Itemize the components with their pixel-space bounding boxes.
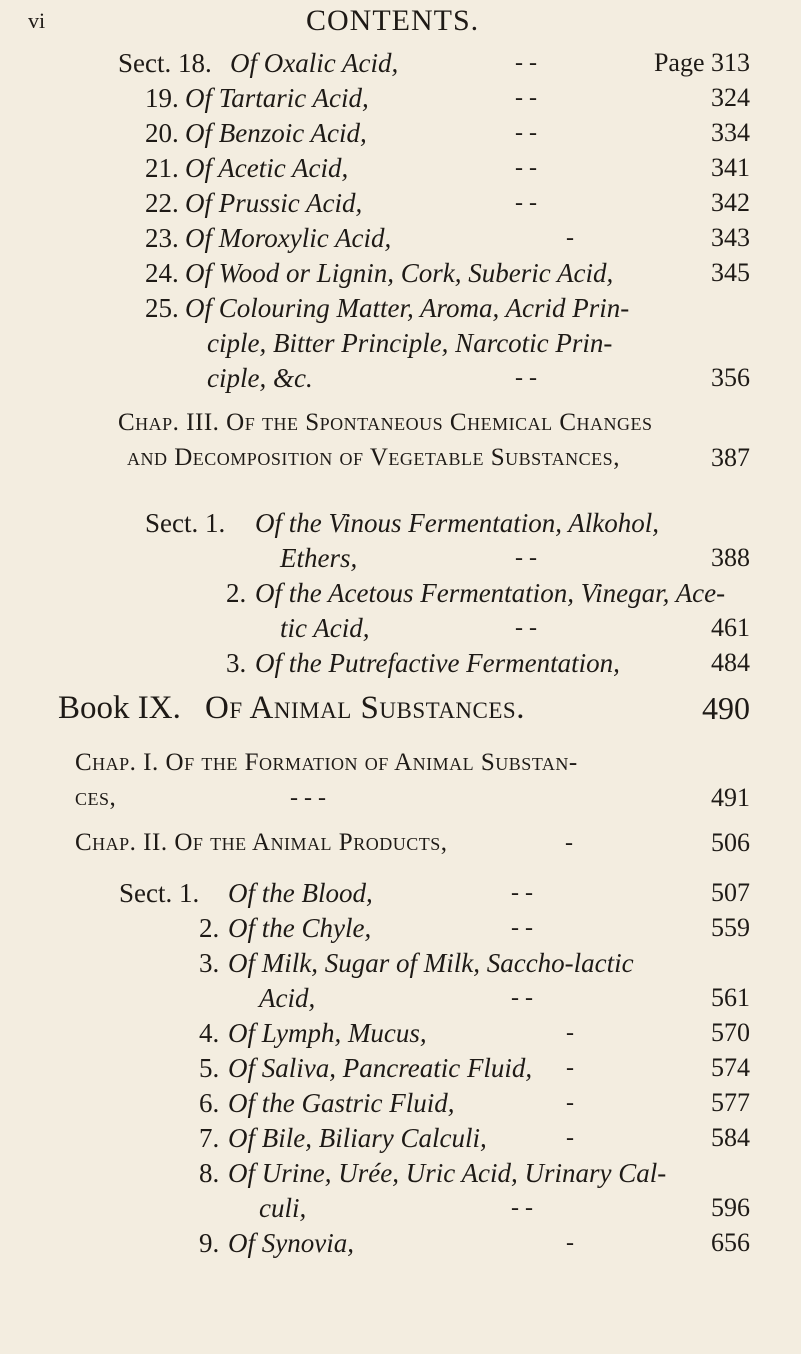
entry-title: Of the Blood, <box>228 878 373 908</box>
entry-dashes: - <box>565 830 573 856</box>
entry-page: 577 <box>711 1088 750 1117</box>
chapter-title: Chap. I. Of the Formation of Animal Substan- <box>75 749 578 776</box>
entry-title-cont: culi, <box>259 1193 307 1223</box>
entry-page: 507 <box>711 878 750 907</box>
entry-prefix: 3. <box>226 648 247 678</box>
entry-title: Of Colouring Matter, Aroma, Acrid Prin- <box>185 293 630 323</box>
entry-dashes: - - <box>515 120 537 146</box>
entry-page: 574 <box>711 1053 750 1082</box>
entry-title: Of Milk, Sugar of Milk, Saccho-lactic <box>228 948 634 978</box>
entry-title: Of Synovia, <box>228 1228 354 1258</box>
book-page: 490 <box>702 690 750 726</box>
entry-title: Of the Putrefactive Fermentation, <box>255 648 620 678</box>
entry-page: 356 <box>711 363 750 392</box>
entry-title: Of Bile, Biliary Calculi, <box>228 1123 487 1153</box>
entry-dashes: - - <box>511 915 533 941</box>
chapter-title-cont: and Decomposition of Vegetable Substances, <box>127 444 620 471</box>
entry-page: 334 <box>711 118 750 147</box>
entry-title-cont: tic Acid, <box>280 613 370 643</box>
entry-title: Of Prussic Acid, <box>185 188 363 218</box>
entry-title: Of the Chyle, <box>228 913 372 943</box>
chapter-page: 506 <box>711 828 750 857</box>
chapter-title-cont: ces, <box>75 784 117 811</box>
entry-dashes: - - - <box>290 785 326 811</box>
entry-prefix: 22. <box>145 188 179 218</box>
entry-page: 561 <box>711 983 750 1012</box>
entry-page: 324 <box>711 83 750 112</box>
entry-page: 596 <box>711 1193 750 1222</box>
entry-prefix: Sect. 18. <box>118 48 212 78</box>
entry-page: 341 <box>711 153 750 182</box>
entry-dashes: - - <box>515 545 537 571</box>
entry-prefix: Sect. 1. <box>145 508 226 538</box>
entry-prefix: 4. <box>199 1018 220 1048</box>
entry-prefix: 7. <box>199 1123 220 1153</box>
entry-title: Of Saliva, Pancreatic Fluid, <box>228 1053 533 1083</box>
entry-dashes: - - <box>511 985 533 1011</box>
entry-dashes: - <box>566 1090 574 1116</box>
entry-title-cont: Acid, <box>259 983 316 1013</box>
entry-prefix: 6. <box>199 1088 220 1118</box>
entry-prefix: 23. <box>145 223 179 253</box>
entry-page: 584 <box>711 1123 750 1152</box>
entry-dashes: - <box>566 1125 574 1151</box>
entry-page: Page 313 <box>653 48 750 77</box>
entry-title-cont: ciple, Bitter Principle, Narcotic Prin- <box>207 328 613 358</box>
book-title: Of Animal Substances. <box>205 690 525 726</box>
chapter-page: 491 <box>711 783 750 812</box>
entry-prefix: 20. <box>145 118 179 148</box>
entry-prefix: 25. <box>145 293 179 323</box>
entry-page: 345 <box>711 258 750 287</box>
entry-dashes: - <box>566 1230 574 1256</box>
entry-dashes: - <box>566 225 574 251</box>
entry-title: Of Lymph, Mucus, <box>228 1018 427 1048</box>
entry-title: Of Urine, Urée, Uric Acid, Urinary Cal- <box>228 1158 667 1188</box>
entry-title: Of Oxalic Acid, <box>230 48 399 78</box>
page-number-roman: vi <box>28 8 46 33</box>
entry-prefix: 2. <box>226 578 247 608</box>
entry-dashes: - <box>566 1020 574 1046</box>
entry-title-cont: ciple, &c. <box>207 363 313 393</box>
entry-dashes: - - <box>515 155 537 181</box>
book-label: Book IX. <box>58 690 181 726</box>
entry-page: 656 <box>711 1228 750 1257</box>
entry-prefix: 3. <box>199 948 220 978</box>
chapter-title: Chap. III. Of the Spontaneous Chemical Changes <box>118 409 653 436</box>
entry-page: 342 <box>711 188 750 217</box>
chapter-title: Chap. II. Of the Animal Products, <box>75 829 448 856</box>
entry-title-cont: Ethers, <box>280 543 358 573</box>
entry-page: 484 <box>711 648 750 677</box>
entry-title: Of Benzoic Acid, <box>185 118 367 148</box>
entry-dashes: - - <box>515 615 537 641</box>
entry-prefix: 21. <box>145 153 179 183</box>
entry-prefix: 8. <box>199 1158 220 1188</box>
entry-dashes: - - <box>515 50 537 76</box>
entry-prefix: 5. <box>199 1053 220 1083</box>
entry-page: 343 <box>711 223 750 252</box>
entry-page: 559 <box>711 913 750 942</box>
entry-prefix: 24. <box>145 258 179 288</box>
entry-title: Of Wood or Lignin, Cork, Suberic Acid, <box>185 258 614 288</box>
entry-page: 461 <box>711 613 750 642</box>
chapter-page: 387 <box>711 443 750 472</box>
entry-dashes: - - <box>515 365 537 391</box>
entry-dashes: - <box>566 1055 574 1081</box>
entry-dashes: - - <box>511 1195 533 1221</box>
entry-prefix: 2. <box>199 913 220 943</box>
entry-prefix: 9. <box>199 1228 220 1258</box>
entry-page: 388 <box>711 543 750 572</box>
entry-title: Of Acetic Acid, <box>185 153 349 183</box>
entry-dashes: - - <box>511 880 533 906</box>
entry-title: Of Moroxylic Acid, <box>185 223 392 253</box>
entry-title: Of Tartaric Acid, <box>185 83 369 113</box>
entry-prefix: Sect. 1. <box>119 878 200 908</box>
entry-dashes: - - <box>515 190 537 216</box>
entry-title: Of the Acetous Fermentation, Vinegar, Ace- <box>255 578 726 608</box>
entry-prefix: 19. <box>145 83 179 113</box>
entry-dashes: - - <box>515 85 537 111</box>
entry-title: Of the Gastric Fluid, <box>228 1088 455 1118</box>
page-title: CONTENTS. <box>306 4 480 37</box>
entry-title: Of the Vinous Fermentation, Alkohol, <box>255 508 659 538</box>
entry-page: 570 <box>711 1018 750 1047</box>
